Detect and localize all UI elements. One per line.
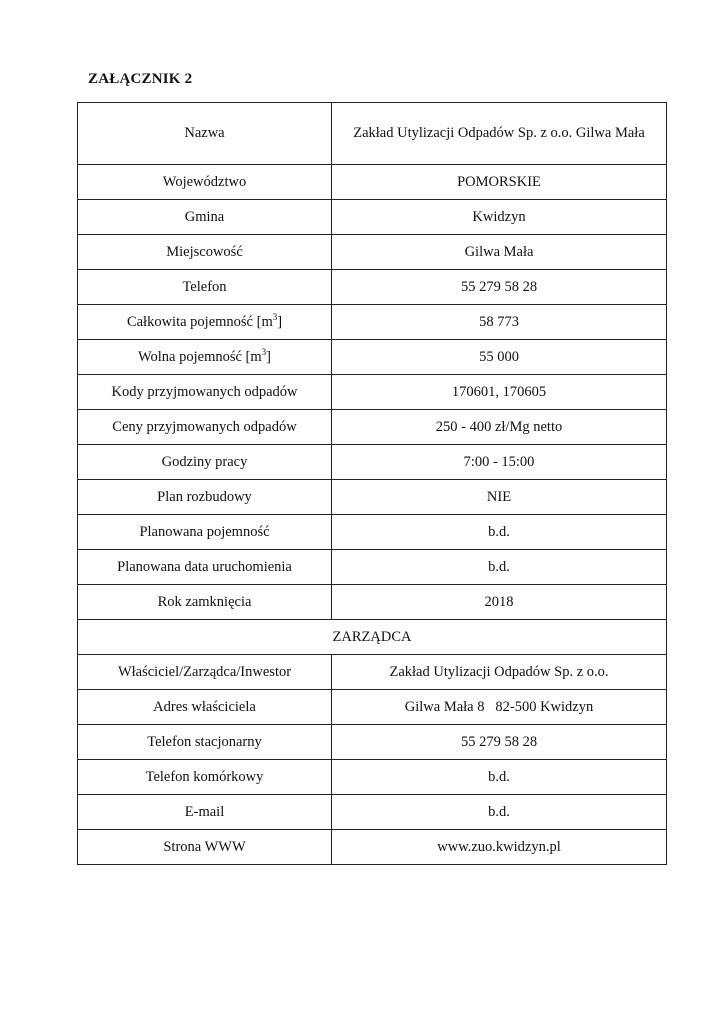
label-suffix: ] bbox=[266, 348, 271, 365]
row-label-mobile: Telefon komórkowy bbox=[78, 760, 332, 795]
row-label-owner: Właściciel/Zarządca/Inwestor bbox=[78, 655, 332, 690]
row-label-voivodeship: Województwo bbox=[78, 165, 332, 200]
row-value-waste-prices: 250 - 400 zł/Mg netto bbox=[332, 410, 667, 445]
table-row bbox=[78, 830, 667, 865]
row-value-mobile: b.d. bbox=[332, 760, 667, 795]
row-value-closure-year: 2018 bbox=[332, 585, 667, 620]
row-label-total-capacity bbox=[78, 305, 332, 340]
row-value-total-capacity: 58 773 bbox=[332, 305, 667, 340]
row-label-name: Nazwa bbox=[78, 103, 332, 165]
row-label-closure-year: Rok zamknięcia bbox=[78, 585, 332, 620]
row-label-locality: Miejscowość bbox=[78, 235, 332, 270]
table-row bbox=[78, 480, 667, 515]
table-row bbox=[78, 515, 667, 550]
facility-info-table bbox=[77, 102, 667, 865]
table-row bbox=[78, 760, 667, 795]
row-value-owner-address: Gilwa Mała 8 82-500 Kwidzyn bbox=[332, 690, 667, 725]
table-row bbox=[78, 270, 667, 305]
table-row bbox=[78, 725, 667, 760]
table-row bbox=[78, 655, 667, 690]
row-label-planned-capacity: Planowana pojemność bbox=[78, 515, 332, 550]
table-row bbox=[78, 690, 667, 725]
table-row bbox=[78, 165, 667, 200]
row-label-website: Strona WWW bbox=[78, 830, 332, 865]
table-row bbox=[78, 375, 667, 410]
table-row bbox=[78, 410, 667, 445]
row-value-email: b.d. bbox=[332, 795, 667, 830]
row-label-commune: Gmina bbox=[78, 200, 332, 235]
row-label-free-capacity bbox=[78, 340, 332, 375]
row-label-email: E-mail bbox=[78, 795, 332, 830]
row-label-expansion-plan: Plan rozbudowy bbox=[78, 480, 332, 515]
row-value-phone: 55 279 58 28 bbox=[332, 270, 667, 305]
row-value-planned-launch-date: b.d. bbox=[332, 550, 667, 585]
label-text: Wolna pojemność [m bbox=[137, 348, 262, 365]
row-value-working-hours: 7:00 - 15:00 bbox=[332, 445, 667, 480]
row-value-planned-capacity: b.d. bbox=[332, 515, 667, 550]
table-row bbox=[78, 585, 667, 620]
table-row bbox=[78, 235, 667, 270]
row-label-planned-launch-date: Planowana data uruchomienia bbox=[78, 550, 332, 585]
table-row bbox=[78, 795, 667, 830]
attachment-heading: ZAŁĄCZNIK 2 bbox=[88, 71, 193, 87]
table-row bbox=[78, 103, 667, 165]
section-title-manager: ZARZĄDCA bbox=[78, 620, 667, 655]
label-text: Całkowita pojemność [m bbox=[126, 313, 273, 330]
row-label-owner-address: Adres właściciela bbox=[78, 690, 332, 725]
superscript: 3 bbox=[261, 346, 267, 357]
table-row bbox=[78, 200, 667, 235]
row-value-owner: Zakład Utylizacji Odpadów Sp. z o.o. bbox=[332, 655, 667, 690]
superscript: 3 bbox=[272, 311, 278, 322]
row-value-name: Zakład Utylizacji Odpadów Sp. z o.o. Gilwa Mała bbox=[332, 103, 667, 165]
row-label-waste-codes: Kody przyjmowanych odpadów bbox=[78, 375, 332, 410]
row-label-phone: Telefon bbox=[78, 270, 332, 305]
row-value-commune: Kwidzyn bbox=[332, 200, 667, 235]
label-suffix: ] bbox=[277, 313, 283, 330]
row-value-voivodeship: POMORSKIE bbox=[332, 165, 667, 200]
table-row bbox=[78, 445, 667, 480]
row-value-free-capacity: 55 000 bbox=[332, 340, 667, 375]
row-value-expansion-plan: NIE bbox=[332, 480, 667, 515]
row-label-working-hours: Godziny pracy bbox=[78, 445, 332, 480]
row-value-landline: 55 279 58 28 bbox=[332, 725, 667, 760]
row-value-locality: Gilwa Mała bbox=[332, 235, 667, 270]
row-value-waste-codes: 170601, 170605 bbox=[332, 375, 667, 410]
section-row bbox=[78, 620, 667, 655]
row-value-website: www.zuo.kwidzyn.pl bbox=[332, 830, 667, 865]
table-row bbox=[78, 550, 667, 585]
row-label-landline: Telefon stacjonarny bbox=[78, 725, 332, 760]
table-row bbox=[78, 305, 667, 340]
table-row bbox=[78, 340, 667, 375]
row-label-waste-prices: Ceny przyjmowanych odpadów bbox=[78, 410, 332, 445]
